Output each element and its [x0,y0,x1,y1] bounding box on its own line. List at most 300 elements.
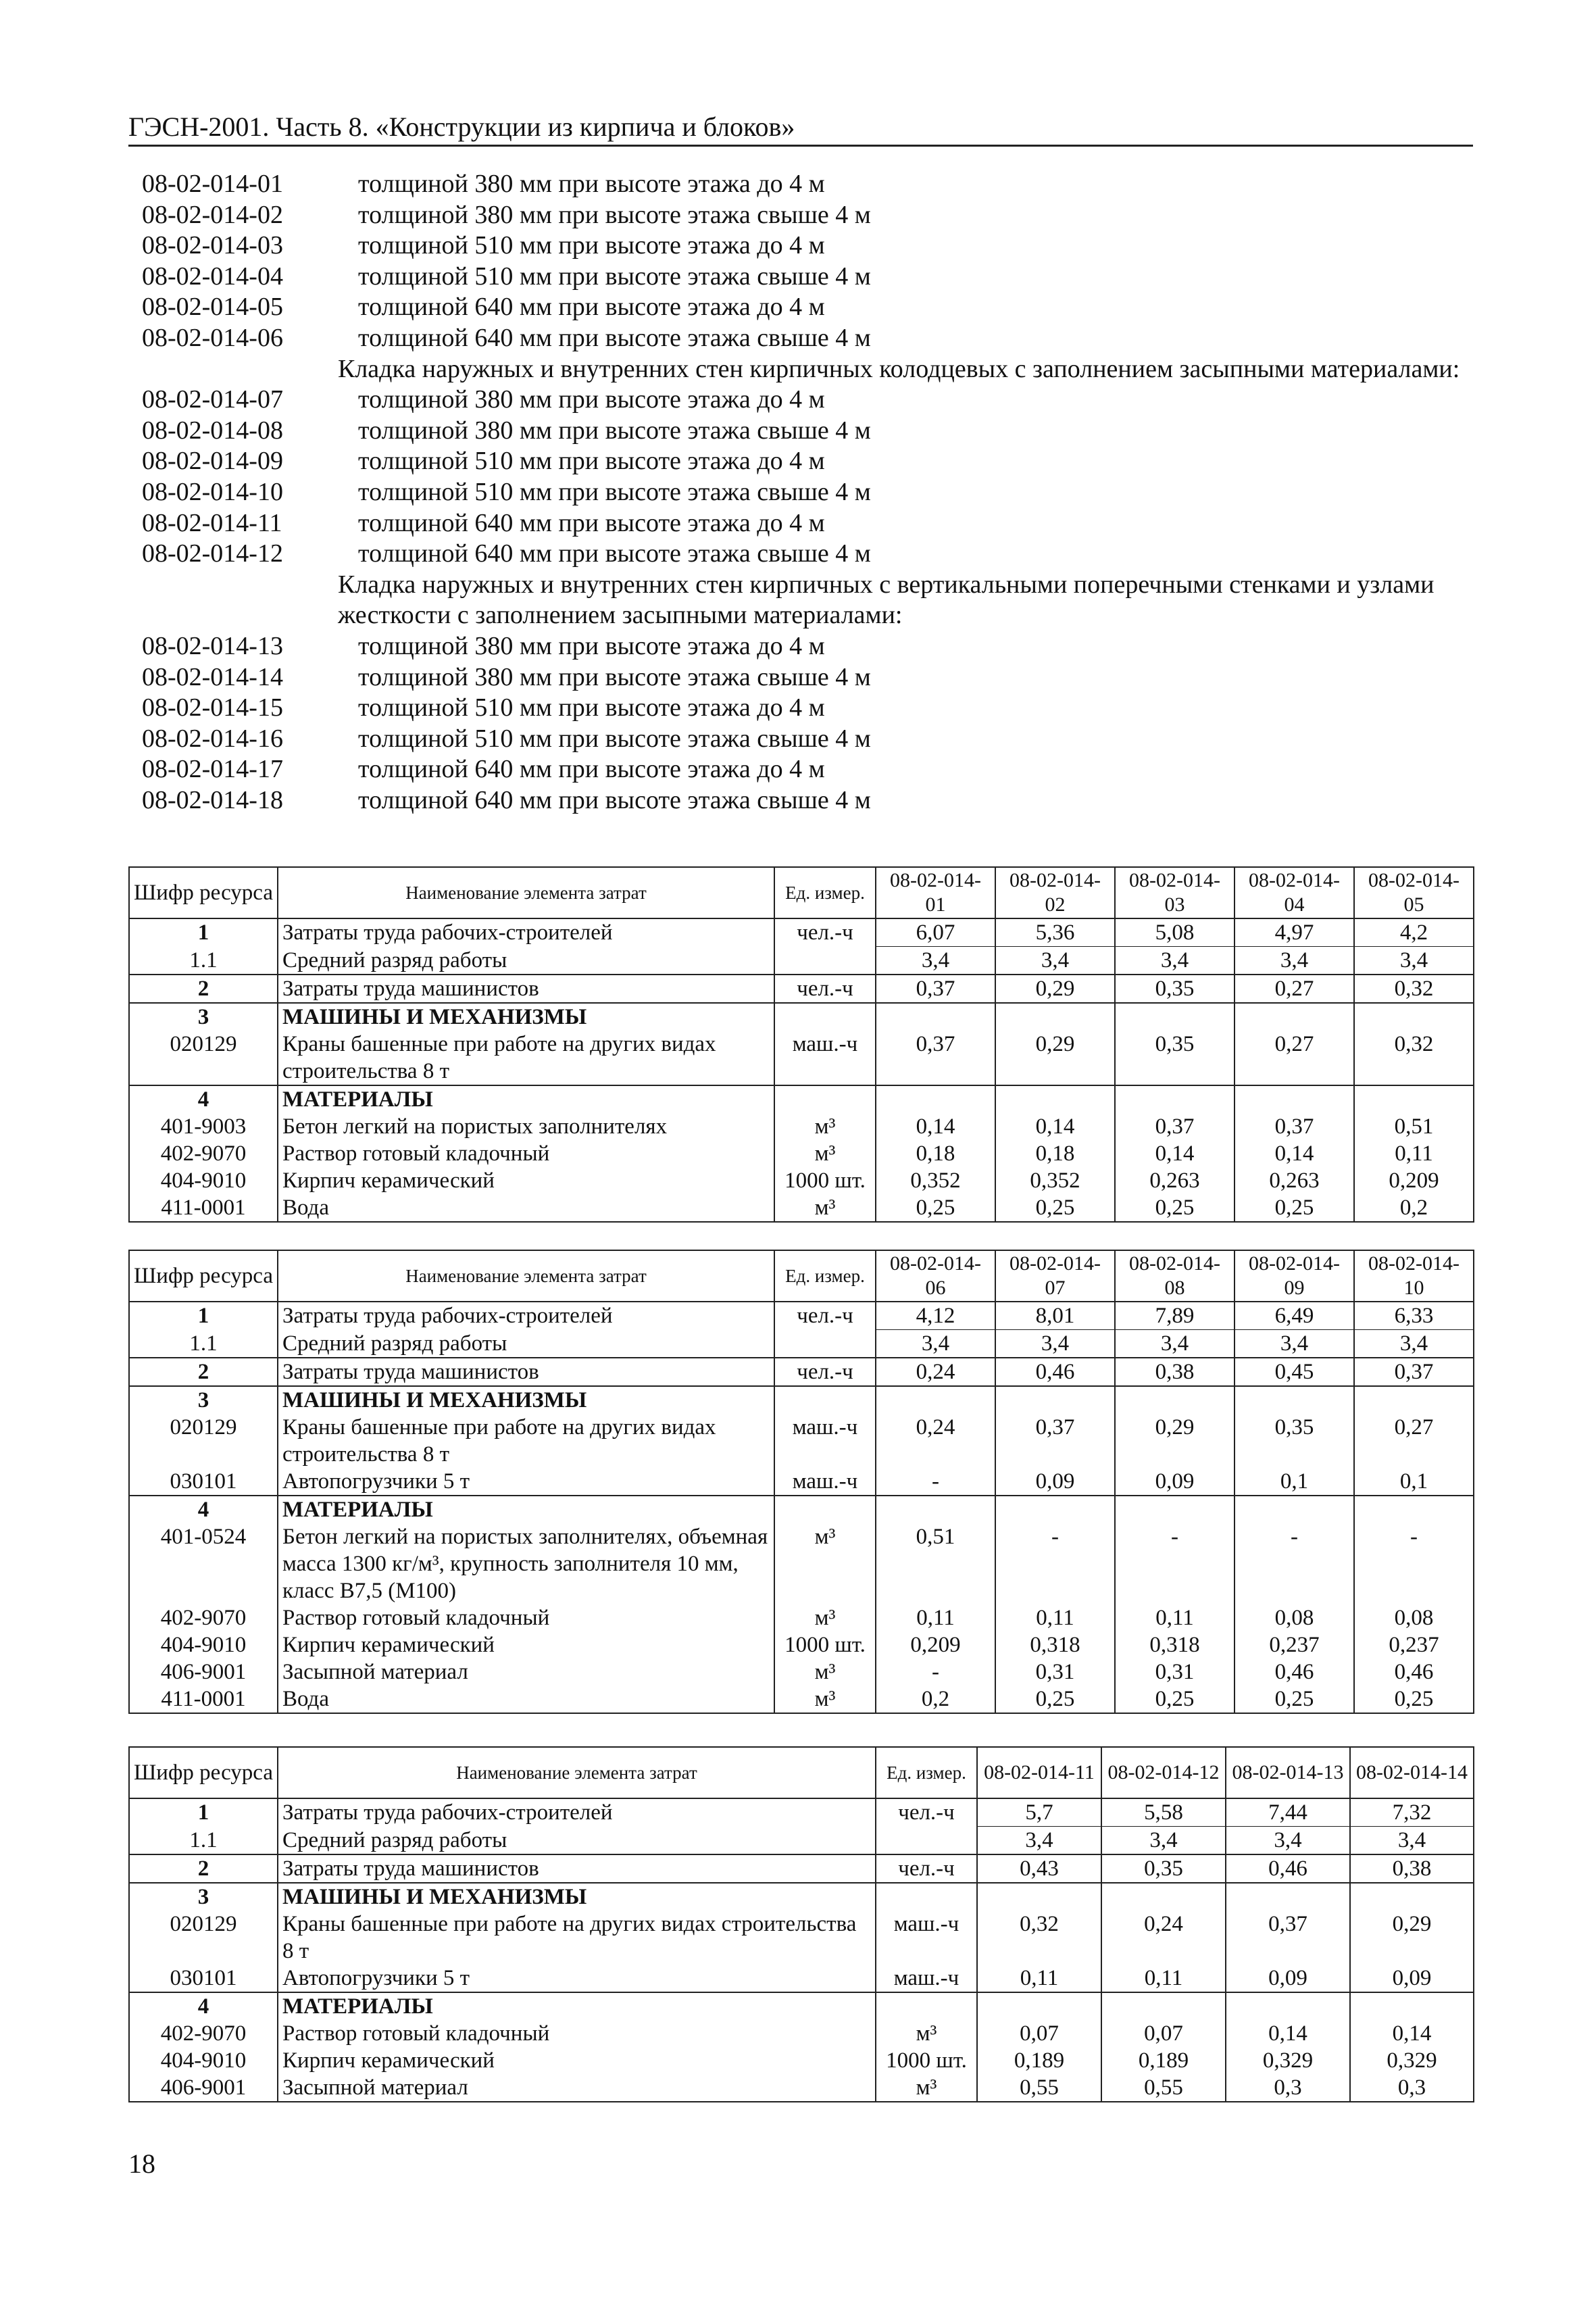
value-cell: 6,07 [876,918,995,947]
value-cell: 0,11 [1101,1965,1226,1992]
value-cell: 0,1 [1354,1468,1474,1496]
value-cell: 5,58 [1101,1798,1226,1827]
value-cell [1115,1085,1235,1113]
column-code: 08-02-014-03 [1115,867,1235,918]
value-cell: 3,4 [1115,947,1235,975]
table-row [129,1167,1474,1194]
value-cell: 0,27 [1354,1414,1474,1468]
table-row [129,1911,1474,1965]
table-row [129,1358,1474,1386]
value-cell: 0,29 [995,1031,1115,1085]
unit: маш.-ч [774,1414,876,1468]
value-cell: 0,55 [977,2074,1101,2102]
value-cell: 0,07 [977,2020,1101,2047]
code-line [142,200,1466,231]
resource-code: 020129 [129,1414,278,1468]
value-cell: 3,4 [995,947,1115,975]
value-cell: 0,37 [876,975,995,1003]
value-cell: 0,32 [1354,975,1474,1003]
resource-code: 401-9003 [129,1113,278,1140]
code-desc: толщиной 510 мм при высоте этажа до 4 м [358,231,825,260]
value-cell: 0,263 [1235,1167,1354,1194]
table-row [129,1798,1474,1827]
code-desc: толщиной 510 мм при высоте этажа до 4 м [358,447,825,476]
value-cell: 0,11 [1115,1604,1235,1631]
resource-code: 020129 [129,1911,278,1965]
value-cell: 0,25 [1115,1194,1235,1222]
resource-code: 2 [129,975,278,1003]
value-cell: 0,25 [995,1194,1115,1222]
code-desc: толщиной 640 мм при высоте этажа свыше 4 м [358,539,871,568]
value-cell [1115,1496,1235,1523]
value-cell: 0,14 [876,1113,995,1140]
value-cell: 0,318 [1115,1631,1235,1658]
resource-code: 411-0001 [129,1685,278,1713]
resource-code: 402-9070 [129,1140,278,1167]
resource-code: 020129 [129,1031,278,1085]
section-title: МАТЕРИАЛЫ [278,1992,876,2020]
value-cell: 7,32 [1350,1798,1474,1827]
value-cell: 0,35 [1115,975,1235,1003]
value-cell: 0,352 [876,1167,995,1194]
code-list [142,169,1466,816]
table-row [129,975,1474,1003]
value-cell: 0,32 [977,1911,1101,1965]
code-line [142,631,1466,662]
value-cell: 0,237 [1235,1631,1354,1658]
code-line [142,446,1466,477]
resource-name: Затраты труда рабочих-строителей [278,1302,774,1330]
value-cell [995,1085,1115,1113]
resource-name: Бетон легкий на пористых заполнителях [278,1113,774,1140]
section-row [129,1992,1474,2020]
value-cell: 0,25 [1354,1685,1474,1713]
section-title: МАШИНЫ И МЕХАНИЗМЫ [278,1883,876,1911]
unit: чел.-ч [774,918,876,947]
value-cell: 7,89 [1115,1302,1235,1330]
column-code: 08-02-014-05 [1354,867,1474,918]
resource-table-2 [128,1250,1474,1714]
value-cell: 0,37 [1115,1113,1235,1140]
value-cell: 5,36 [995,918,1115,947]
code-line [142,323,1466,354]
resource-code: 3 [129,1386,278,1414]
value-cell: 0,27 [1235,975,1354,1003]
code: 08-02-014-16 [142,724,283,753]
resource-name: Раствор готовый кладочный [278,1140,774,1167]
value-cell: 0,11 [977,1965,1101,1992]
unit: чел.-ч [774,1302,876,1330]
code: 08-02-014-08 [142,416,283,445]
code-line [142,262,1466,293]
code-line [142,477,1466,508]
value-cell: 0,3 [1350,2074,1474,2102]
value-cell: 0,09 [1350,1965,1474,1992]
code-desc: толщиной 640 мм при высоте этажа до 4 м [358,508,825,537]
value-cell: 3,4 [876,1330,995,1358]
value-cell: - [876,1468,995,1496]
value-cell [1350,1992,1474,2020]
value-cell [1354,1386,1474,1414]
value-cell [1101,1883,1226,1911]
code: 08-02-014-15 [142,693,283,722]
value-cell: 0,352 [995,1167,1115,1194]
value-cell: 0,329 [1350,2047,1474,2074]
table-row [129,2047,1474,2074]
unit: м³ [774,1113,876,1140]
value-cell [977,1883,1101,1911]
resource-code: 030101 [129,1468,278,1496]
table-row [129,947,1474,975]
value-cell: 0,2 [1354,1194,1474,1222]
resource-name: Бетон легкий на пористых заполнителях, объемная масса 1300 кг/м³, крупность заполнителя 10 мм, класс В7,5 (М100) [278,1523,774,1604]
value-cell: 0,35 [1101,1854,1226,1883]
value-cell: 0,209 [1354,1167,1474,1194]
value-cell: 0,189 [977,2047,1101,2074]
unit [774,1085,876,1113]
resource-name: Затраты труда рабочих-строителей [278,1798,876,1827]
header-name: Наименование элемента затрат [278,1747,876,1798]
column-code: 08-02-014-08 [1115,1250,1235,1302]
code-line [142,292,1466,323]
value-cell: 0,189 [1101,2047,1226,2074]
page-number: 18 [128,2148,155,2179]
value-cell: 4,97 [1235,918,1354,947]
resource-name: Средний разряд работы [278,1827,876,1855]
resource-code: 406-9001 [129,1658,278,1685]
unit: маш.-ч [876,1911,977,1965]
unit: маш.-ч [876,1965,977,1992]
column-code: 08-02-014-07 [995,1250,1115,1302]
section-title: МАШИНЫ И МЕХАНИЗМЫ [278,1386,774,1414]
unit [774,1496,876,1523]
code-desc: толщиной 380 мм при высоте этажа до 4 м [358,631,825,660]
code-line [142,754,1466,785]
value-cell: 0,3 [1226,2074,1350,2102]
value-cell [1115,1003,1235,1031]
resource-name: Краны башенные при работе на других видах строительства 8 т [278,1414,774,1468]
code: 08-02-014-18 [142,785,283,814]
resource-code: 1.1 [129,1827,278,1855]
resource-code: 1 [129,1302,278,1330]
value-cell: 3,4 [995,1330,1115,1358]
code-line [142,508,1466,539]
intro-wells: Кладка наружных и внутренних стен кирпичных колодцевых с заполнением засыпными материалами: [338,354,1460,383]
value-cell: 3,4 [1354,947,1474,975]
code: 08-02-014-14 [142,662,283,691]
resource-name: Раствор готовый кладочный [278,1604,774,1631]
value-cell [1350,1883,1474,1911]
resource-code: 402-9070 [129,2020,278,2047]
value-cell: 3,4 [1354,1330,1474,1358]
value-cell: 3,4 [977,1827,1101,1855]
table-row [129,1302,1474,1330]
code: 08-02-014-10 [142,477,283,506]
resource-name: Затраты труда машинистов [278,1854,876,1883]
value-cell: 0,24 [1101,1911,1226,1965]
value-cell: 4,12 [876,1302,995,1330]
value-cell: 0,43 [977,1854,1101,1883]
value-cell: 0,37 [1226,1911,1350,1965]
table-row [129,1031,1474,1085]
value-cell [1101,1992,1226,2020]
section-title: МАТЕРИАЛЫ [278,1085,774,1113]
section-row [129,1496,1474,1523]
code: 08-02-014-12 [142,539,283,568]
resource-code: 1 [129,918,278,947]
value-cell: 0,35 [1115,1031,1235,1085]
value-cell: 0,31 [1115,1658,1235,1685]
value-cell: 0,11 [995,1604,1115,1631]
column-code: 08-02-014-09 [1235,1250,1354,1302]
table-row [129,2074,1474,2102]
table-row [129,1685,1474,1713]
resource-name: Затраты труда машинистов [278,1358,774,1386]
value-cell: 0,25 [1115,1685,1235,1713]
code-line [142,724,1466,755]
code-line [142,539,1466,570]
value-cell: 3,4 [1235,1330,1354,1358]
value-cell [1235,1085,1354,1113]
value-cell: 0,1 [1235,1468,1354,1496]
resource-code: 1.1 [129,1330,278,1358]
resource-name: Засыпной материал [278,1658,774,1685]
resource-code: 2 [129,1854,278,1883]
code: 08-02-014-11 [142,508,282,537]
value-cell: 0,24 [876,1358,995,1386]
header-name: Наименование элемента затрат [278,867,774,918]
table-row [129,918,1474,947]
unit [774,1003,876,1031]
value-cell: 0,11 [1354,1140,1474,1167]
unit [774,1330,876,1358]
column-code: 08-02-014-10 [1354,1250,1474,1302]
value-cell [1235,1003,1354,1031]
value-cell: 4,2 [1354,918,1474,947]
value-cell: 0,209 [876,1631,995,1658]
resource-name: Кирпич керамический [278,1631,774,1658]
code-line [142,785,1466,816]
value-cell: 0,29 [1350,1911,1474,1965]
value-cell: 0,263 [1115,1167,1235,1194]
value-cell [1354,1085,1474,1113]
value-cell: 0,27 [1235,1031,1354,1085]
resource-code: 3 [129,1883,278,1911]
value-cell: 0,08 [1235,1604,1354,1631]
resource-code: 4 [129,1992,278,2020]
resource-code: 404-9010 [129,1631,278,1658]
code: 08-02-014-03 [142,231,283,260]
code-desc: толщиной 640 мм при высоте этажа свыше 4 м [358,323,871,352]
resource-code: 3 [129,1003,278,1031]
value-cell: - [1354,1523,1474,1604]
resource-name: Автопогрузчики 5 т [278,1468,774,1496]
unit: м³ [774,1658,876,1685]
resource-name: Краны башенные при работе на других видах строительства 8 т [278,1031,774,1085]
value-cell: 3,4 [1235,947,1354,975]
value-cell: 5,08 [1115,918,1235,947]
value-cell: 3,4 [876,947,995,975]
unit [876,1827,977,1855]
resource-name: Раствор готовый кладочный [278,2020,876,2047]
resource-name: Кирпич керамический [278,2047,876,2074]
column-code: 08-02-014-14 [1350,1747,1474,1798]
code: 08-02-014-07 [142,385,283,414]
resource-code: 4 [129,1496,278,1523]
value-cell: 0,25 [1235,1685,1354,1713]
value-cell: 0,55 [1101,2074,1226,2102]
value-cell [876,1085,995,1113]
value-cell: 0,46 [1235,1658,1354,1685]
value-cell: 0,2 [876,1685,995,1713]
unit: чел.-ч [876,1854,977,1883]
table-row [129,2020,1474,2047]
code-line [142,416,1466,447]
code-desc: толщиной 380 мм при высоте этажа свыше 4 м [358,662,871,691]
resource-name: Средний разряд работы [278,947,774,975]
value-cell: 0,46 [1226,1854,1350,1883]
header-unit: Ед. измер. [774,867,876,918]
column-code: 08-02-014-04 [1235,867,1354,918]
unit: м³ [774,1685,876,1713]
section-row [129,1883,1474,1911]
code-line [142,385,1466,416]
header-code: Шифр ресурса [129,867,278,918]
value-cell: - [876,1658,995,1685]
unit [876,1883,977,1911]
value-cell [995,1386,1115,1414]
resource-code: 1.1 [129,947,278,975]
value-cell [1226,1992,1350,2020]
value-cell: 0,25 [876,1194,995,1222]
value-cell: 0,45 [1235,1358,1354,1386]
value-cell: 3,4 [1101,1827,1226,1855]
resource-table-1 [128,866,1474,1223]
resource-code: 401-0524 [129,1523,278,1604]
value-cell: 3,4 [1115,1330,1235,1358]
value-cell [1235,1386,1354,1414]
value-cell: 0,46 [995,1358,1115,1386]
resource-code: 402-9070 [129,1604,278,1631]
code: 08-02-014-09 [142,447,283,476]
section-row [129,1003,1474,1031]
code: 08-02-014-06 [142,323,283,352]
code-desc: толщиной 380 мм при высоте этажа до 4 м [358,385,825,414]
code: 08-02-014-01 [142,170,283,198]
code-desc: толщиной 380 мм при высоте этажа до 4 м [358,170,825,198]
header-unit: Ед. измер. [774,1250,876,1302]
value-cell: 0,09 [995,1468,1115,1496]
table-row [129,1523,1474,1604]
unit: м³ [774,1140,876,1167]
value-cell: 3,4 [1350,1827,1474,1855]
unit: 1000 шт. [774,1167,876,1194]
code-desc: толщиной 640 мм при высоте этажа до 4 м [358,293,825,322]
value-cell: 0,18 [995,1140,1115,1167]
value-cell: 0,25 [1235,1194,1354,1222]
value-cell: 3,4 [1226,1827,1350,1855]
unit: чел.-ч [774,975,876,1003]
resource-name: Засыпной материал [278,2074,876,2102]
code: 08-02-014-13 [142,631,283,660]
value-cell: - [1115,1523,1235,1604]
value-cell: 0,37 [1235,1113,1354,1140]
column-code: 08-02-014-13 [1226,1747,1350,1798]
value-cell: 0,14 [1226,2020,1350,2047]
value-cell: 0,08 [1354,1604,1474,1631]
resource-name: Средний разряд работы [278,1330,774,1358]
table-row [129,1658,1474,1685]
value-cell: 0,37 [876,1031,995,1085]
section-title: МАШИНЫ И МЕХАНИЗМЫ [278,1003,774,1031]
table-row [129,1604,1474,1631]
resource-table-3 [128,1746,1474,2102]
resource-code: 2 [129,1358,278,1386]
value-cell: - [1235,1523,1354,1604]
header-unit: Ед. измер. [876,1747,977,1798]
unit: м³ [774,1523,876,1604]
code-line [142,693,1466,724]
resource-code: 404-9010 [129,1167,278,1194]
intro-vertical: Кладка наружных и внутренних стен кирпичных с вертикальными поперечными стенками и узлами жесткости с заполнением засыпными материалами: [338,570,1435,630]
value-cell [876,1386,995,1414]
code-desc: толщиной 380 мм при высоте этажа свыше 4 м [358,200,871,229]
resource-name: Затраты труда машинистов [278,975,774,1003]
value-cell [995,1496,1115,1523]
value-cell: 8,01 [995,1302,1115,1330]
resource-code: 030101 [129,1965,278,1992]
value-cell: 5,7 [977,1798,1101,1827]
resource-name: Вода [278,1194,774,1222]
resource-name: Краны башенные при работе на других видах строительства 8 т [278,1911,876,1965]
value-cell: 0,14 [1350,2020,1474,2047]
header-code: Шифр ресурса [129,1747,278,1798]
value-cell: 0,51 [876,1523,995,1604]
value-cell: 0,237 [1354,1631,1474,1658]
table-row [129,1414,1474,1468]
unit [876,1992,977,2020]
unit: м³ [774,1604,876,1631]
unit: м³ [774,1194,876,1222]
value-cell: 0,09 [1115,1468,1235,1496]
value-cell: 0,37 [995,1414,1115,1468]
column-code: 08-02-014-06 [876,1250,995,1302]
table-row [129,1854,1474,1883]
value-cell [876,1496,995,1523]
table-row [129,1330,1474,1358]
value-cell: 0,14 [995,1113,1115,1140]
table-row [129,1827,1474,1855]
unit [774,1386,876,1414]
unit [774,947,876,975]
header-code: Шифр ресурса [129,1250,278,1302]
value-cell: 0,14 [1115,1140,1235,1167]
code-line [142,230,1466,262]
code: 08-02-014-04 [142,262,283,291]
unit: 1000 шт. [774,1631,876,1658]
value-cell: 0,37 [1354,1358,1474,1386]
value-cell: 0,29 [995,975,1115,1003]
unit: м³ [876,2020,977,2047]
section-title: МАТЕРИАЛЫ [278,1496,774,1523]
unit: маш.-ч [774,1031,876,1085]
code: 08-02-014-17 [142,755,283,784]
code-desc: толщиной 510 мм при высоте этажа свыше 4 м [358,477,871,506]
value-cell: 6,33 [1354,1302,1474,1330]
code-desc: толщиной 510 мм при высоте этажа свыше 4 м [358,724,871,753]
table-row [129,1113,1474,1140]
code-desc: толщиной 640 мм при высоте этажа свыше 4 м [358,785,871,814]
